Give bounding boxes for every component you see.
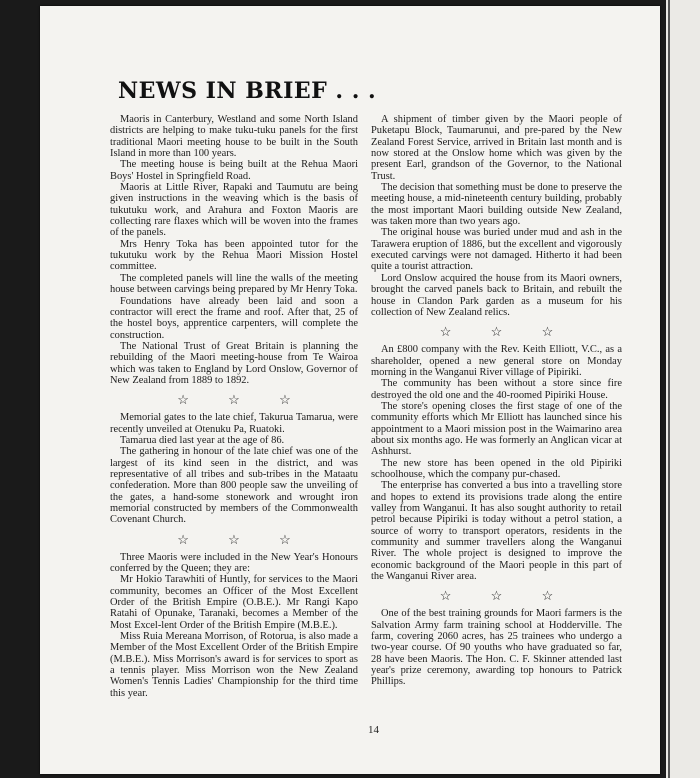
page-number: 14 bbox=[368, 724, 379, 736]
article-paragraph: An £800 company with the Rev. Keith Elliott, V.C., as a shareholder, opened a new general store on Monday morning in the Wanganui River village of Pipiriki. bbox=[371, 344, 622, 378]
article-paragraph: The decision that something must be done to preserve the meeting house, a mid-nineteenth century building, probably the most important Maori building outside New Zealand, was taken more than two years ago. bbox=[371, 182, 622, 228]
article-paragraph: A shipment of timber given by the Maori people of Puketapu Block, Taumarunui, and pre-pared by the New Zealand Forest Service, arrived in Britain last month and is now stored at the Onslow home which was given by the present Earl, grandson of the Governor, to the National Trust. bbox=[371, 114, 622, 182]
star-divider-icon: ☆ ☆ ☆ bbox=[177, 531, 309, 547]
article-paragraph: Maoris at Little River, Rapaki and Taumutu are being given instructions in the weaving which is the basis of tukutuku work, and Arahura and Foxton Maoris are collecting rare flaxes which will be woven into the frames of the panels. bbox=[110, 182, 358, 239]
article-paragraph: The National Trust of Great Britain is planning the rebuilding of the Maori meeting-house from Te Wairoa which was taken to England by Lord Onslow, Governor of New Zealand from 1889 to 1892. bbox=[110, 340, 358, 386]
article-paragraph: Three Maoris were included in the New Year's Honours conferred by the Queen; they are: bbox=[110, 551, 358, 575]
article-paragraph: Mrs Henry Toka has been appointed tutor for the tukutuku work by the Rehua Maori Mission Hostel committee. bbox=[110, 238, 358, 273]
article-paragraph: The store's opening closes the first stage of one of the community efforts which Mr Elliott has launched since his appointment to a Maori mission post in the Waimarino area about six months ago. He was formerly an Anglican vicar at Ashhurst. bbox=[371, 400, 622, 458]
article-paragraph: The enterprise has converted a bus into a travelling store and hopes to extend its provisions trade along the entire valley from Wanganui. It has also sought authority to retail petrol because Pipiriki is today without a petrol station, a source of worry to transport operators, residents in the community and summer travellers along the Wanganui River. The whole project is designed to improve the economic background of the Maori people in this part of the Wanganui River area. bbox=[371, 480, 622, 583]
adjacent-page-edge bbox=[666, 0, 700, 778]
article-paragraph: Memorial gates to the late chief, Takurua Tamarua, were recently unveiled at Otenuku Pa, Ruatoki. bbox=[110, 412, 358, 435]
star-divider-icon: ☆ ☆ ☆ bbox=[439, 588, 572, 604]
page-headline: NEWS IN BRIEF . . . bbox=[118, 78, 377, 104]
article-paragraph: Lord Onslow acquired the house from its Maori owners, brought the carved panels back to Britain, and rebuilt the house in Clandon Park garden as a museum for his collection of New Zealand relics. bbox=[371, 272, 622, 318]
article-paragraph: The meeting house is being built at the Rehua Maori Boys' Hostel in Springfield Road. bbox=[110, 159, 358, 182]
article-paragraph: The new store has been opened in the old Pipiriki schoolhouse, which the company pur-chased. bbox=[371, 457, 622, 480]
article-paragraph: The completed panels will line the walls of the meeting house between carvings being prepared by Mr Henry Toka. bbox=[110, 272, 358, 296]
article-paragraph: The community has been without a store since fire destroyed the old one and the 40-roomed Pipiriki House. bbox=[371, 378, 622, 401]
article-paragraph: The gathering in honour of the late chief was one of the largest of its kind seen in the district, and was representative of all tribes and sub-tribes in the Mataatu confederation. More than 800 people saw the unveiling of the gates, a hand-some stonework and wrought iron memorial constructed by members of the Commonwealth Covenant Church. bbox=[110, 446, 358, 526]
right-column bbox=[371, 114, 622, 688]
article-paragraph: One of the best training grounds for Maori farmers is the Salvation Army farm training school at Hodderville. The farm, covering 2060 acres, has 25 trainees who undergo a two-year course. Of 90 youths who have graduated so far, 28 have been Maoris. The Hon. C. F. Skinner attended last year's prize ceremony, awarding top honours to Patrick Phillips. bbox=[371, 608, 622, 688]
star-divider-icon: ☆ ☆ ☆ bbox=[439, 324, 572, 340]
star-divider-icon: ☆ ☆ ☆ bbox=[177, 392, 309, 408]
article-paragraph: Mr Hokio Tarawhiti of Huntly, for services to the Maori community, becomes an Officer of the Most Excellent Order of the British Empire (O.B.E.). Mr Rangi Kapo Ratahi of Opunake, Taranaki, becomes a Member of the Most Excel-lent Order of the British Empire (M.B.E.). bbox=[110, 574, 358, 631]
article-paragraph: Maoris in Canterbury, Westland and some North Island districts are helping to make tuku-tuku panels for the first traditional Maori meeting house to be built in the South Island in more than 100 years. bbox=[110, 114, 358, 160]
article-paragraph: Miss Ruia Mereana Morrison, of Rotorua, is also made a Member of the Most Excellent Order of the British Empire (M.B.E.). Miss Morrison's award is for services to sport as a tennis player. Miss Morrison won the New Zealand Women's Tennis Ladies' Championship for the third time this year. bbox=[110, 631, 358, 699]
article-paragraph: The original house was buried under mud and ash in the Tarawera eruption of 1886, but the excellent and vigorously executed carvings were not damaged. Hitherto it had been quite a tourist attraction. bbox=[371, 227, 622, 273]
left-column bbox=[110, 114, 358, 699]
article-paragraph: Tamarua died last year at the age of 86. bbox=[120, 434, 285, 446]
article-paragraph: Foundations have already been laid and soon a contractor will erect the frame and roof. After that, 25 of the hostel boys, apprentice carpenters, will complete the construction. bbox=[110, 295, 358, 341]
